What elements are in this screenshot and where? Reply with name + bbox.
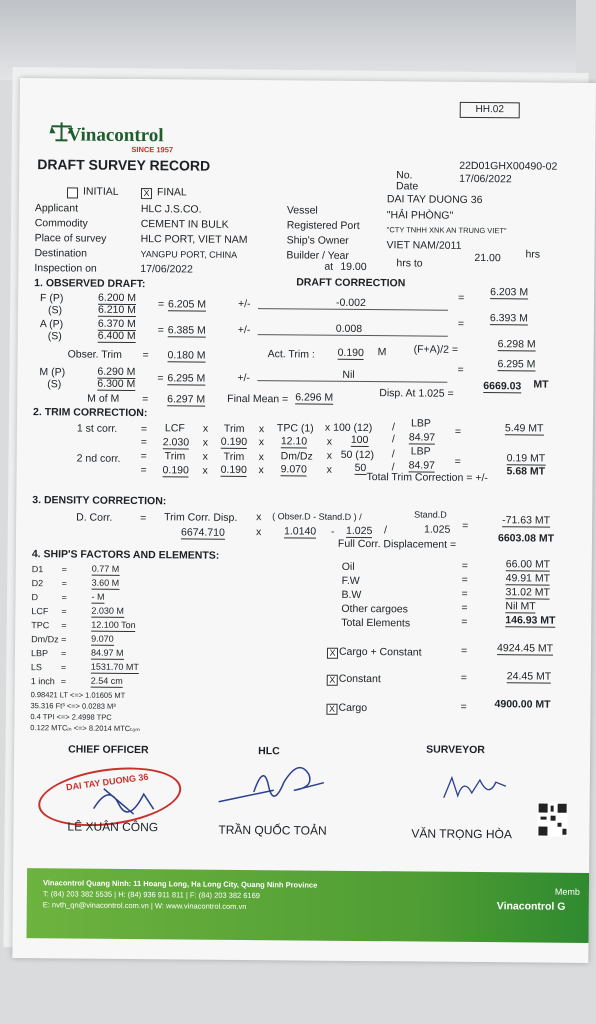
trim-v1-trim: 0.190	[220, 435, 248, 448]
trim-v1-lbp: 84.97	[408, 431, 436, 444]
act-trim-label: Act. Trim :	[267, 348, 315, 361]
mom-label: M of M	[87, 392, 120, 405]
eq-sign: =	[458, 291, 465, 304]
trim-v2-trim: 0.190	[220, 463, 247, 476]
eq-sign: =	[457, 317, 465, 330]
eq-sign: =	[140, 512, 147, 525]
factor-label: LS	[30, 662, 42, 673]
factor-value: 0.77 M	[91, 563, 120, 574]
fa2-label: (F+A)/2 =	[413, 343, 459, 356]
port-label: Registered Port	[286, 219, 360, 232]
ms-label: (S)	[47, 378, 62, 391]
density-section: 3. DENSITY CORRECTION:	[32, 494, 167, 508]
chief-officer-name: LÊ XUÂN CÔNG	[67, 819, 159, 835]
density-div: /	[384, 524, 388, 537]
builder-label: Builder / Year	[286, 249, 349, 262]
port-value: "HẢI PHÒNG"	[386, 209, 454, 222]
date-label: Date	[396, 180, 419, 193]
factor-label: TPC	[31, 620, 50, 631]
trim-h1-lcf: LCF	[164, 422, 185, 435]
fs-value: 6.210 M	[97, 303, 136, 317]
trim-h2-x: x	[326, 449, 333, 462]
eq-sign: =	[140, 423, 148, 436]
factor-value: 2.54 cm	[90, 675, 123, 686]
trim-h1-div: /	[391, 421, 395, 434]
eq-sign: =	[61, 592, 67, 603]
trim-v1-x: x	[202, 436, 209, 449]
fwd-correction: -0.002	[335, 296, 366, 310]
eq-sign: =	[460, 644, 468, 657]
footer-email: E: nvth_qn@vinacontrol.com.vn | W: www.vinacontrol.com.vn	[42, 900, 247, 912]
chief-signature	[84, 779, 164, 820]
trim-v2-dmdz: 9.070	[280, 463, 307, 476]
draft-correction-title: DRAFT CORRECTION	[296, 276, 406, 290]
density-obs-label: ( Obser.D - Stand.D ) /	[272, 511, 362, 522]
total-trim-value: 5.68 MT	[506, 465, 546, 478]
commodity-value: CEMENT IN BULK	[140, 218, 229, 231]
cargo-constant-label: Cargo + Constant	[338, 645, 422, 659]
factor-value: 1531.70 MT	[90, 661, 139, 673]
destination-value: YANGPU PORT, CHINA	[140, 249, 238, 260]
eq-sign: =	[461, 573, 468, 586]
trim-h2-lbp: LBP	[410, 445, 431, 458]
owner-value: "CTY TNHH XNK AN TRUNG VIET"	[386, 225, 507, 236]
hrs-to-label: hrs to	[396, 257, 423, 270]
factor-label: D2	[31, 578, 44, 589]
eq-sign: =	[157, 324, 164, 337]
eq-sign: =	[454, 425, 462, 438]
aft-result: 6.393 M	[489, 312, 528, 325]
eq-sign: =	[140, 436, 148, 449]
vessel-value: DAI TAY DUONG 36	[386, 193, 483, 207]
eq-sign: =	[60, 648, 67, 659]
disp-unit: MT	[533, 378, 549, 391]
element-label: Other cargoes	[341, 602, 408, 616]
factor-label: LCF	[31, 606, 49, 617]
density-obs-value: 1.0140	[284, 525, 317, 538]
trim-v1-x: x	[326, 435, 333, 448]
trim-v2-x: x	[202, 464, 208, 477]
element-value: 66.00 MT	[505, 558, 551, 571]
final-mean-value: 6.296 M	[295, 391, 334, 404]
factor-label: Dm/Dz	[31, 634, 59, 645]
eq-sign: =	[461, 615, 468, 628]
vessel-label: Vessel	[286, 204, 318, 217]
trim-v1-x: x	[258, 436, 265, 449]
hlc-label: HLC	[258, 745, 280, 758]
place-value: HLC PORT, VIET NAM	[140, 233, 248, 246]
trim-h2-x: x	[202, 450, 209, 463]
chief-officer-label: CHIEF OFFICER	[68, 743, 149, 757]
factor-value: 2.030 M	[91, 605, 124, 616]
footer-brand: Vinacontrol G	[496, 900, 566, 913]
density-x: x	[256, 511, 262, 524]
destination-label: Destination	[34, 247, 88, 260]
constant-checkbox: X	[327, 675, 338, 686]
density-stand-label: Stand.D	[414, 509, 447, 520]
factor-value: - M	[91, 591, 105, 602]
a-mean: 6.385 M	[167, 324, 206, 337]
as-label: (S)	[47, 330, 62, 343]
hlc-signature	[214, 752, 335, 813]
factor-label: D	[31, 592, 39, 603]
element-label: Oil	[341, 560, 355, 573]
constant-value: 24.45 MT	[506, 670, 552, 683]
factor-value: 84.97 M	[90, 647, 124, 658]
doc-code: HH.02	[460, 102, 520, 119]
fp-label: F (P)	[40, 292, 64, 305]
ms-value: 6.300 M	[97, 377, 136, 391]
eq-sign: =	[60, 662, 67, 673]
builder-value: VIET NAM/2011	[386, 239, 462, 252]
date-value: 17/06/2022	[459, 172, 512, 186]
density-minus: -	[330, 525, 335, 538]
first-corr-label: 1 st corr.	[76, 422, 118, 435]
density-stand-value: 1.025	[346, 524, 373, 538]
trim-result-2: 0.19 MT	[506, 452, 546, 465]
factor-value: 9.070	[91, 633, 114, 644]
cargo-checkbox: X	[326, 704, 337, 715]
element-label: Total Elements	[341, 616, 411, 630]
pm-sign: +/-	[237, 323, 251, 337]
inspection-label: Inspection on	[34, 262, 97, 275]
eq-sign: =	[461, 601, 468, 614]
aft-correction: 0.008	[335, 322, 363, 335]
trim-v1-tpc: 12.10	[280, 435, 308, 448]
no-value: 22D01GHX00490-02	[459, 159, 558, 173]
trim-h1-trim: Trim	[223, 422, 245, 435]
final-mean-label: Final Mean =	[227, 392, 289, 406]
disp-label: Disp. At 1.025 =	[379, 387, 454, 400]
element-value: Nil MT	[505, 600, 536, 613]
surveyor-label: SURVEYOR	[426, 743, 485, 757]
eq-sign: =	[457, 363, 464, 376]
at-label: at	[324, 260, 334, 273]
ap-value: 6.370 M	[97, 317, 136, 331]
eq-sign: =	[462, 519, 469, 532]
eq-sign: =	[61, 606, 67, 617]
trim-v1-lcf: 2.030	[162, 436, 190, 449]
footer	[26, 868, 589, 943]
element-label: F.W	[341, 574, 360, 587]
trim-h2-50: 50 (12)	[340, 448, 375, 462]
qr-code-icon	[537, 803, 567, 837]
trim-h2-trim: Trim	[164, 450, 186, 463]
density-disp-value: 6674.710	[180, 526, 225, 539]
applicant-label: Applicant	[34, 202, 79, 215]
trim-h1-lbp: LBP	[410, 417, 431, 430]
act-trim-value: 0.190	[337, 346, 364, 360]
hlc-name: TRẦN QUỐC TOẢN	[218, 822, 327, 838]
mp-label: M (P)	[39, 366, 66, 379]
trim-h1-tpc: TPC (1)	[276, 422, 314, 435]
at-value: 19.00	[340, 260, 367, 274]
ap-label: A (P)	[39, 318, 64, 331]
f-mean: 6.205 M	[167, 298, 207, 311]
cargo-label: Cargo	[338, 701, 368, 715]
mid-correction: Nil	[342, 368, 355, 381]
trim-v2-x: x	[326, 463, 332, 476]
eq-sign: =	[61, 578, 67, 589]
trim-v2-trim: 0.190	[162, 464, 189, 477]
surveyor-name: VĂN TRỌNG HÒA	[411, 826, 512, 842]
fwd-result: 6.203 M	[490, 286, 529, 299]
mid-line	[257, 380, 447, 383]
surveyor-signature	[434, 768, 514, 809]
eq-sign: =	[61, 620, 67, 631]
footer-phone: T: (84) 203 382 5535 | H: (84) 936 911 811 | F: (84) 203 382 6169	[42, 889, 261, 901]
mom-value: 6.297 M	[167, 393, 206, 406]
cargo-value: 4900.00 MT	[494, 698, 551, 711]
eq-sign: =	[142, 349, 149, 362]
trim-result-1: 5.49 MT	[504, 422, 544, 435]
inspection-value: 17/06/2022	[140, 263, 193, 276]
pm-sign: +/-	[237, 371, 250, 385]
trim-h2-x: x	[258, 451, 265, 464]
trim-v2-50: 50	[354, 461, 367, 475]
eq-sign: =	[157, 372, 164, 385]
applicant-value: HLC J.S.CO.	[140, 203, 202, 216]
trim-v2-div: /	[391, 461, 395, 474]
obs-trim-value: 0.180 M	[167, 349, 206, 362]
eq-sign: =	[140, 464, 147, 477]
full-corr-value: 6603.08 MT	[497, 532, 555, 545]
trim-h1-x: x	[258, 423, 265, 436]
conversion-row: 0.122 MTCᵢₙ <=> 8.2014 MTCₜₒₘ	[30, 723, 140, 734]
trim-h2-trim: Trim	[223, 450, 245, 463]
eq-sign: =	[461, 559, 468, 572]
commodity-label: Commodity	[34, 217, 88, 230]
stamp-text: DAI TAY DUONG 36	[65, 771, 149, 793]
trim-v1-100: 100	[350, 433, 369, 447]
place-label: Place of survey	[34, 232, 107, 245]
second-corr-label: 2 nd corr.	[76, 452, 121, 465]
final-checkbox: X	[141, 188, 152, 199]
constant-label: Constant	[338, 672, 381, 686]
trim-v1-div: /	[391, 433, 395, 446]
eq-sign: =	[461, 587, 468, 600]
total-trim-label: Total Trim Correction = +/-	[366, 471, 488, 485]
owner-label: Ship's Owner	[286, 234, 349, 247]
eq-sign: =	[140, 450, 147, 463]
trim-h2-dmdz: Dm/Dz	[280, 450, 313, 463]
density-formula: Trim Corr. Disp.	[164, 511, 238, 524]
mid-result: 6.295 M	[497, 358, 536, 371]
eq-sign: =	[157, 298, 165, 311]
mp-value: 6.290 M	[97, 365, 136, 379]
brand-since: SINCE 1957	[131, 144, 174, 155]
factor-label: LBP	[30, 648, 49, 659]
trim-h2-div: /	[391, 448, 395, 461]
initial-label: INITIAL	[82, 185, 119, 198]
eq-sign: =	[61, 634, 67, 645]
element-label: B.W	[341, 588, 362, 601]
disp-value: 6669.03	[483, 380, 522, 393]
trim-v2-x: x	[258, 464, 264, 477]
fa2-value: 6.298 M	[497, 338, 536, 351]
draft-survey-document	[12, 78, 596, 963]
factor-value: 12.100 Ton	[91, 619, 136, 631]
density-x: x	[255, 526, 262, 539]
eq-sign: =	[60, 676, 67, 687]
as-value: 6.400 M	[97, 329, 136, 343]
trim-h1-x: x	[202, 422, 209, 435]
eq-sign: =	[142, 393, 149, 406]
final-label: FINAL	[156, 186, 187, 199]
footer-address: Vinacontrol Quang Ninh: 11 Hoang Long, Ha Long City, Quang Ninh Province	[42, 878, 318, 890]
eq-sign: =	[460, 700, 467, 713]
eq-sign: =	[454, 455, 461, 468]
density-stand-d: 1.025	[424, 523, 451, 536]
factor-value: 3.60 M	[91, 577, 120, 588]
factor-label: D1	[31, 564, 44, 575]
page-title: DRAFT SURVEY RECORD	[37, 156, 211, 174]
hrs-label: hrs	[525, 248, 541, 261]
full-corr-label: Full Corr. Displacement =	[337, 537, 457, 551]
m-mean: 6.295 M	[167, 372, 206, 385]
conversion-row: 0.98421 LT <=> 1.01605 MT	[30, 690, 126, 700]
pm-sign: +/-	[237, 297, 251, 311]
brand-logo: Vinacontrol	[67, 124, 164, 147]
trim-v2-lbp: 84.97	[408, 459, 435, 472]
dcorr-label: D. Corr.	[76, 511, 113, 524]
element-value: 49.91 MT	[505, 572, 551, 585]
trim-h1-100: x 100 (12)	[324, 421, 373, 435]
fwd-line	[258, 308, 448, 311]
fp-value: 6.200 M	[98, 291, 137, 305]
cargo-constant-value: 4924.45 MT	[496, 642, 554, 655]
eq-sign: =	[61, 564, 68, 575]
trim-section: 2. TRIM CORRECTION:	[33, 406, 148, 420]
factors-section: 4. SHIP'S FACTORS AND ELEMENTS:	[31, 548, 220, 562]
eq-sign: =	[460, 671, 467, 684]
act-trim-unit: M	[377, 346, 387, 359]
footer-member: Memb	[554, 886, 580, 897]
conversion-row: 35.316 Ft³ <=> 0.0283 M³	[30, 701, 116, 711]
cargo-constant-checkbox: X	[327, 648, 338, 659]
element-value: 31.02 MT	[505, 586, 550, 599]
fs-label: (S)	[47, 304, 63, 317]
to-value: 21.00	[474, 251, 501, 265]
no-label: No.	[396, 169, 413, 182]
obs-trim-label: Obser. Trim	[67, 348, 122, 361]
density-result: -71.63 MT	[502, 514, 551, 527]
factor-label: 1 inch	[30, 676, 55, 687]
aft-line	[258, 334, 448, 337]
observed-section: 1. OBSERVED DRAFT:	[34, 277, 146, 291]
element-value: 146.93 MT	[505, 614, 556, 627]
initial-checkbox	[67, 187, 78, 198]
conversion-row: 0.4 TPI <=> 2.4998 TPC	[30, 712, 112, 722]
